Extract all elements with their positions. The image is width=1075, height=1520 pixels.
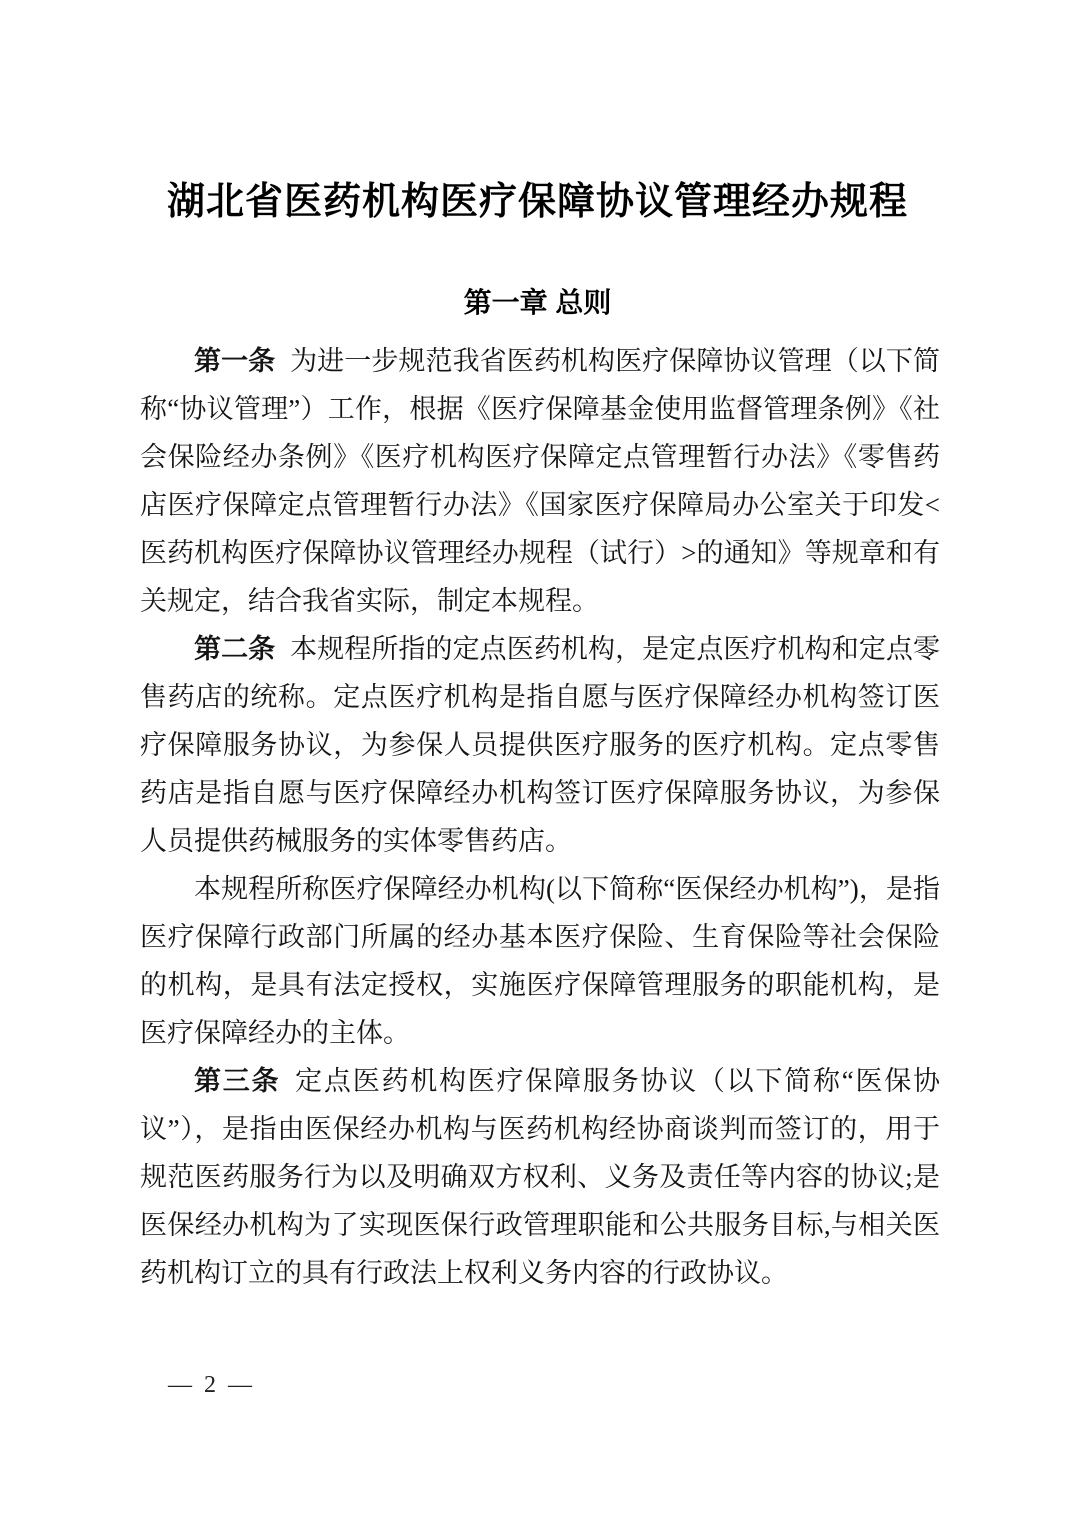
article-3-text: 定点医药机构医疗保障服务协议（以下简称“医保协议”），是指由医保经办机构与医药机构经协商谈判而签订的，用于规范医药服务行为以及明确双方权利、义务及责任等内容的协议;是医保经办机构为了实现医保行政管理职能和公共服务目标,与相关医药机构订立的具有行政法上权利义务内容的行政协议。	[140, 1066, 941, 1289]
paragraph-article-2	[140, 625, 940, 865]
document-body	[140, 337, 940, 1297]
paragraph-3-text: 本规程所称医疗保障经办机构(以下简称“医保经办机构”)，是指医疗保障行政部门所属的经办基本医疗保险、生育保险等社会保险的机构，是具有法定授权，实施医疗保障管理服务的职能机构，是医疗保障经办的主体。	[140, 874, 940, 1049]
article-2-text: 本规程所指的定点医药机构，是定点医疗机构和定点零售药店的统称。定点医疗机构是指自愿与医疗保障经办机构签订医疗保障服务协议，为参保人员提供医疗服务的医疗机构。定点零售药店是指自愿与医疗保障经办机构签订医疗保障服务协议，为参保人员提供药械服务的实体零售药店。	[140, 634, 941, 857]
page-number: — 2 —	[168, 1372, 255, 1398]
document-title: 湖北省医药机构医疗保障协议管理经办规程	[166, 181, 908, 223]
article-1-number: 第一条	[194, 346, 276, 377]
article-2-number: 第二条	[194, 634, 276, 665]
chapter-heading: 第一章 总则	[463, 286, 612, 318]
paragraph-article-1	[140, 337, 940, 625]
paragraph-article-2-continued	[140, 865, 940, 1057]
paragraph-article-3	[140, 1057, 940, 1297]
page-footer	[168, 1372, 255, 1399]
article-1-text: 为进一步规范我省医药机构医疗保障协议管理（以下简称“协议管理”）工作，根据《医疗保障基金使用监督管理条例》《社会保险经办条例》《医疗机构医疗保障定点管理暂行办法》《零售药店医疗保障定点管理暂行办法》《国家医疗保障局办公室关于印发<医药机构医疗保障协议管理经办规程（试行）>的通知》等规章和有关规定，结合我省实际，制定本规程。	[140, 346, 941, 617]
article-3-number: 第三条	[194, 1066, 281, 1097]
